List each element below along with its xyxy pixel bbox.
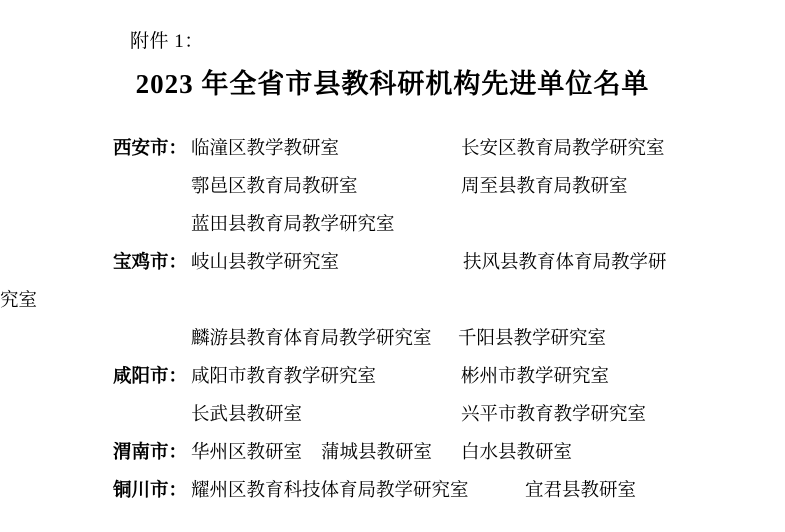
unit-name: 周至县教育局教研室	[461, 177, 628, 197]
unit-name: 鄠邑区教育局教研室	[191, 177, 358, 197]
unit-name: 蓝田县教育局教学研究室	[191, 215, 395, 235]
list-row	[113, 244, 713, 282]
attachment-label: 附件 1：	[130, 31, 204, 52]
unit-name: 耀州区教育科技体育局教学研究室	[191, 481, 469, 501]
unit-name: 咸阳市教育教学研究室	[191, 367, 377, 387]
unit-name: 白水县教研室	[461, 443, 573, 463]
list-row	[113, 472, 713, 510]
list-row	[113, 130, 713, 168]
list-row	[113, 434, 713, 472]
unit-name: 宜君县教研室	[525, 481, 637, 501]
unit-name: 兴平市教育教学研究室	[461, 405, 647, 425]
unit-name: 麟游县教育体育局教学研究室	[191, 329, 432, 349]
unit-name: 长安区教育局教学研究室	[461, 139, 665, 159]
unit-name: 扶风县教育体育局教学研	[463, 253, 667, 273]
page-title: 2023 年全省市县教科研机构先进单位名单	[135, 69, 650, 99]
unit-name: 岐山县教学研究室	[191, 253, 340, 273]
list-row	[113, 206, 713, 244]
unit-name: 彬州市教学研究室	[461, 367, 610, 387]
unit-name: 华州区教研室	[191, 443, 303, 463]
list-row	[113, 320, 713, 358]
city-label-xian: 西安市：	[113, 139, 188, 159]
unit-name-continued: 究室	[0, 291, 38, 311]
list-row	[113, 168, 713, 206]
list-row	[113, 396, 713, 434]
city-label-baoji: 宝鸡市：	[113, 253, 188, 273]
unit-name: 临潼区教学教研室	[191, 139, 340, 159]
unit-name: 千阳县教学研究室	[458, 329, 607, 349]
unit-name: 长武县教研室	[191, 405, 303, 425]
unit-list	[0, 130, 713, 510]
list-row	[113, 358, 713, 396]
city-label-weinan: 渭南市：	[113, 443, 188, 463]
unit-name: 蒲城县教研室	[321, 443, 433, 463]
city-label-xianyang: 咸阳市：	[113, 367, 188, 387]
city-label-tongchuan: 铜川市：	[113, 481, 188, 501]
list-row	[0, 282, 713, 320]
